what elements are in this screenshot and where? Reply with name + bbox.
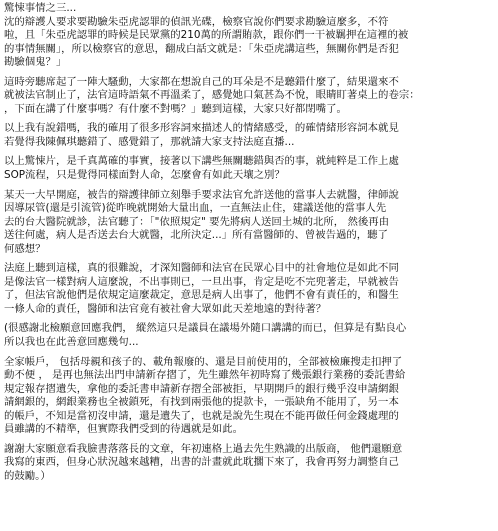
document-title: 驚悚事情之三... [4, 2, 77, 14]
paragraph-line: ，下面在講了什麼事嗎？有什麼不對嗎？」聽到這樣，大家只好都閉嘴了。 [4, 102, 347, 115]
paragraph-line: 了，但法官說他們是依規定這麼裁定，意思是病人出事了，他們不會有責任的，和醫生 [4, 289, 399, 302]
paragraph-line: 的帳戶，不知是當初沒申請，還是遺失了，也就是說先生現在不能再做任何金錢處理的 [4, 409, 399, 422]
paragraph-line: 員雖講的不精準，但實際我們受到的待遇就是如此。 [4, 423, 243, 436]
paragraph-line: 所以我也在此善意回應幾句... [4, 336, 139, 349]
paragraph [4, 189, 492, 257]
paragraph-line: 以上驚悚片，是千真萬確的事實，接著以下講些無關聽錯與否的事，就純粹是工作上處 [4, 155, 399, 168]
paragraph-line: 勘驗個鬼？」 [4, 56, 67, 69]
paragraph-line: 就被法官制止了，法官這時語氣不再溫柔了，感覺她口氣甚為不悅，眼睛盯著桌上的卷宗： [4, 89, 420, 102]
paragraph [4, 262, 492, 316]
paragraph-line: 請網銀的，網銀業務也全被鎖死，有找到兩張他的提款卡，一張缺角不能用了，另一本 [4, 396, 399, 409]
paragraph [4, 443, 492, 484]
paragraph-line: SOP流程，只是覺得同樣面對人命，怎麼會有如此天壤之別？ [4, 169, 285, 182]
paragraph-line: 的事情無關」，所以檢察官的意思，翻成白話文就是：「朱亞虎講這些，無關你們是否犯 [4, 42, 399, 55]
paragraph-line: 因導尿管(還是引流管)從昨晚就開始大量出血，一直無法止住，建議送他的當事人先 [4, 202, 387, 215]
paragraph-line: 去的台大醫院就診，法官聽了：「"依照規定" 要先將病人送回土城的北所， 然後再由 [4, 215, 390, 228]
paragraph-line: 送往何處，病人是否送去台大就醫，北所決定...」所有當醫師的、曾被告過的，聽了 [4, 229, 388, 242]
paragraph-line: 謝謝大家願意看我臉書落落長的文章，年初連格上過去先生熟識的出版商， 他們還願意 [4, 442, 403, 455]
paragraph [4, 16, 492, 70]
paragraph-line: 以上我有說錯嗎，我的確用了很多形容詞來描述人的情緒感受，的確情緒形容詞本就見 [4, 122, 399, 135]
paragraph-line: 法庭上聽到這樣，真的很難說，才深知醫師和法官在民眾心目中的社會地位是如此不同 [4, 262, 399, 275]
paragraph-line: (很感謝北檢願意回應我們， 縱然這只是議員在議場外隨口講講的而已，但算是有點良心 [4, 322, 407, 335]
paragraph [4, 122, 492, 149]
paragraph-line: 這時旁聽席起了一陣大騷動，大家都在想說自己的耳朵是不是聽錯什麼了，結果還來不 [4, 75, 399, 88]
paragraph-line: 全家帳戶， 包括母親和孩子的、載角報廢的、還是目前使用的，全部被檢廉搜走扣押了 [4, 355, 403, 368]
paragraph-line: 動不便 ， 是再也無法出門申請新存摺了，先生雖然年初時寫了幾張銀行業務的委託書給 [4, 369, 406, 382]
paragraph [4, 322, 492, 349]
paragraph-line: 我寫的東西，但身心狀況越來越糟，出書的計畫就此耽擱下來了，我會再努力調整自己 [4, 456, 399, 469]
paragraph [4, 155, 492, 182]
paragraph-line: 規定報存摺遺失，拿他的委託書申請新存摺全部被拒，早期開戶的銀行幾乎沒申請網銀 [4, 382, 399, 395]
paragraph [4, 76, 492, 117]
paragraph-line: 何感想？ [4, 242, 46, 255]
paragraph [4, 356, 492, 437]
paragraph-line: 一條人命的責任，醫師和法官竟有被社會大眾如此天差地遠的對待著？ [4, 302, 327, 315]
paragraph-line: 啦，且「朱亞虎認罪的時候是民眾黨的210萬的所謂賄款，跟你們一干被羈押在這裡的被 [4, 29, 409, 42]
paragraph-line: 某天一大早開庭，被告的辯護律師立刻舉手要求法官允許送他的當事人去就醫，律師說 [4, 188, 399, 201]
paragraph-line: 沈的辯護人要求要勘驗朱亞虎認罪的偵訊光碟，檢察官說你們要求勘驗這麼多，不符 [4, 15, 389, 28]
paragraph-line: 若覺得我陳佩琪聽錯了、感覺錯了，那就請大家支持法庭直播... [4, 135, 295, 148]
paragraph-line: 的鼓勵。） [4, 469, 51, 482]
paragraph-line: 是像法官一樣對病人這麼說，不出事則已，一旦出事，肯定是吃不完兜著走，早就被告 [4, 275, 399, 288]
